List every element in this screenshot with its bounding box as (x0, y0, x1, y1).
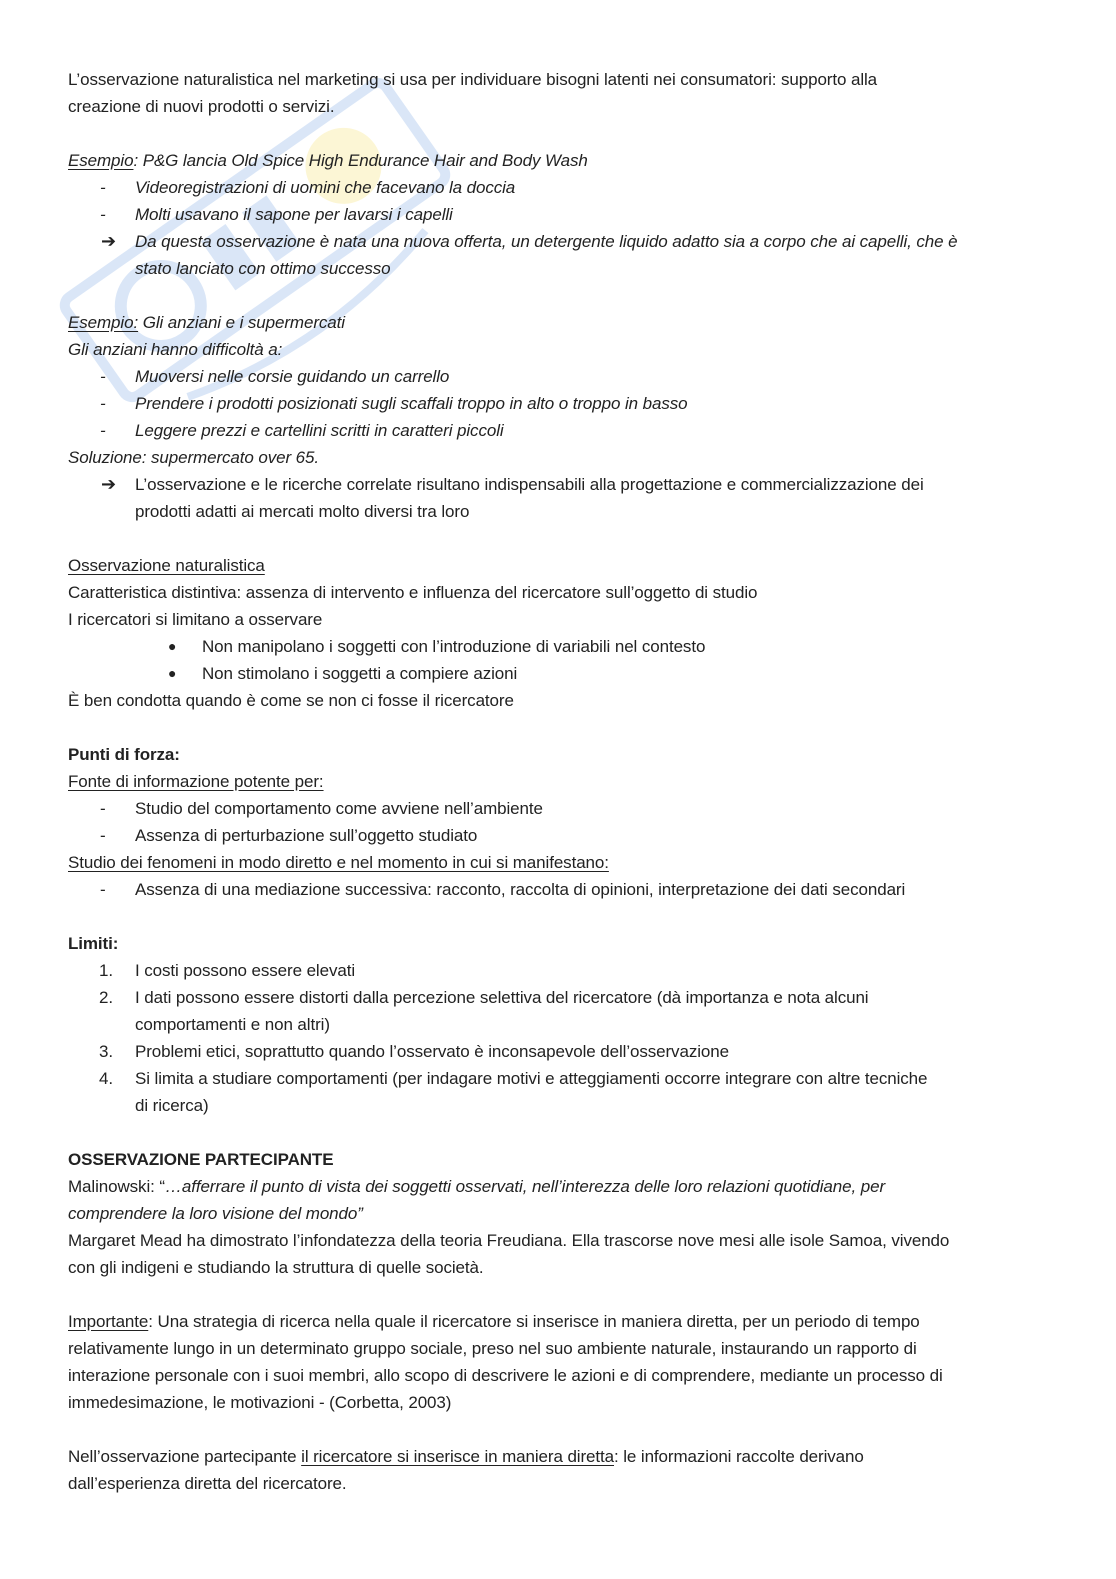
list-item: - Assenza di una mediazione successiva: racconto, raccolta di opinioni, interpretazione dei dati secondari (68, 876, 1048, 903)
subheading: Fonte di informazione potente per: (68, 772, 324, 791)
numbered-item: 3. Problemi etici, soprattutto quando l’osservato è inconsapevole dell’osservazione (99, 1042, 729, 1061)
paragraph-line: Nell’osservazione partecipante il ricercatore si inserisce in maniera diretta: le informazioni raccolte derivano (68, 1447, 864, 1466)
section-heading: Osservazione naturalistica (68, 556, 265, 575)
conclusion-item-cont: stato lanciato con ottimo successo (135, 259, 391, 278)
emphasis-underline: il ricercatore si inserisce in maniera diretta (301, 1447, 614, 1466)
paragraph-line: I ricercatori si limitano a osservare (68, 610, 323, 629)
bullet-item: ● Non manipolano i soggetti con l’introduzione di variabili nel contesto (68, 633, 1048, 660)
dash-marker: - (100, 367, 106, 386)
quote-line: Malinowski: “…afferrare il punto di vista dei soggetti osservati, nell’interezza delle loro relazioni quotidiane, per (68, 1177, 886, 1196)
paragraph-line: È ben condotta quando è come se non ci fosse il ricercatore (68, 691, 514, 710)
example-title: Gli anziani e i supermercati (138, 313, 345, 332)
dash-marker: - (100, 826, 106, 845)
numbered-item: 2. I dati possono essere distorti dalla percezione selettiva del ricercatore (dà importanza e nota alcuni (99, 988, 869, 1007)
dash-marker: - (100, 421, 106, 440)
list-item: - Leggere prezzi e cartellini scritti in caratteri piccoli (68, 417, 1048, 444)
dash-marker: - (100, 799, 106, 818)
important-label: Importante (68, 1312, 149, 1331)
numbered-item: 1. I costi possono essere elevati (99, 961, 356, 980)
dash-marker: - (100, 205, 106, 224)
bullet-dot-icon: ● (168, 638, 177, 654)
subheading: Studio dei fenomeni in modo diretto e nel momento in cui si manifestano: (68, 853, 609, 872)
example-heading (68, 147, 1048, 174)
example-label: Esempio: (68, 313, 139, 332)
quote-line: comprendere la loro visione del mondo” (68, 1204, 363, 1223)
list-item: - Assenza di perturbazione sull’oggetto studiato (68, 822, 1048, 849)
bullet-item: ● Non stimolano i soggetti a compiere azioni (68, 660, 1048, 687)
numbered-item: 4. Si limita a studiare comportamenti (per indagare motivi e atteggiamenti occorre integrare con altre tecniche (99, 1069, 928, 1088)
paragraph-line: Caratteristica distintiva: assenza di intervento e influenza del ricercatore sull’oggetto di studio (68, 583, 758, 602)
arrow-right-icon: ➔ (101, 231, 116, 251)
conclusion-item: ➔ Da questa osservazione è nata una nuova offerta, un detergente liquido adatto sia a corpo che ai capelli, che è (68, 228, 1048, 255)
conclusion-item: ➔ L’osservazione e le ricerche correlate risultano indispensabili alla progettazione e commercializzazione dei (68, 471, 1048, 498)
example-title: : P&G lancia Old Spice High Endurance Hair and Body Wash (133, 151, 588, 170)
document-content (68, 66, 1048, 1497)
paragraph-line: interazione personale con i suoi membri, allo scopo di descrivere le azioni e di comprendere, mediante un processo di (68, 1366, 943, 1385)
dash-marker: - (100, 178, 106, 197)
example-label: Esempio (68, 151, 134, 170)
section-heading: Limiti: (68, 934, 119, 953)
numbered-item-cont: di ricerca) (135, 1096, 209, 1115)
list-item: - Muoversi nelle corsie guidando un carrello (68, 363, 1048, 390)
bullet-dot-icon: ● (168, 665, 177, 681)
dash-marker: - (100, 394, 106, 413)
paragraph-line: relativamente lungo in un determinato gruppo sociale, preso nel suo ambiente naturale, instaurando un rapporto di (68, 1339, 917, 1358)
arrow-right-icon: ➔ (101, 474, 116, 494)
example-intro: Gli anziani hanno difficoltà a: (68, 340, 283, 359)
conclusion-item-cont: prodotti adatti ai mercati molto diversi tra loro (135, 502, 470, 521)
paragraph-line: immedesimazione, le motivazioni - (Corbetta, 2003) (68, 1393, 452, 1412)
section-heading: OSSERVAZIONE PARTECIPANTE (68, 1150, 334, 1169)
paragraph-line: Importante: Una strategia di ricerca nella quale il ricercatore si inserisce in maniera diretta, per un periodo di tempo (68, 1312, 920, 1331)
dash-marker: - (100, 880, 106, 899)
example-heading (68, 309, 1048, 336)
list-item: - Prendere i prodotti posizionati sugli scaffali troppo in alto o troppo in basso (68, 390, 1048, 417)
solution-line: Soluzione: supermercato over 65. (68, 448, 319, 467)
intro-line: creazione di nuovi prodotti o servizi. (68, 97, 335, 116)
paragraph-line: dall’esperienza diretta del ricercatore. (68, 1474, 347, 1493)
list-item: - Studio del comportamento come avviene nell’ambiente (68, 795, 1048, 822)
paragraph-line: Margaret Mead ha dimostrato l’infondatezza della teoria Freudiana. Ella trascorse nove mesi alle isole Samoa, vivendo (68, 1231, 950, 1250)
section-heading: Punti di forza: (68, 745, 180, 764)
paragraph-line: con gli indigeni e studiando la struttura di quelle società. (68, 1258, 484, 1277)
list-item: - Molti usavano il sapone per lavarsi i capelli (68, 201, 1048, 228)
intro-line: L’osservazione naturalistica nel marketing si usa per individuare bisogni latenti nei consumatori: supporto alla (68, 70, 878, 89)
list-item: - Videoregistrazioni di uomini che facevano la doccia (68, 174, 1048, 201)
numbered-item-cont: comportamenti e non altri) (135, 1015, 330, 1034)
